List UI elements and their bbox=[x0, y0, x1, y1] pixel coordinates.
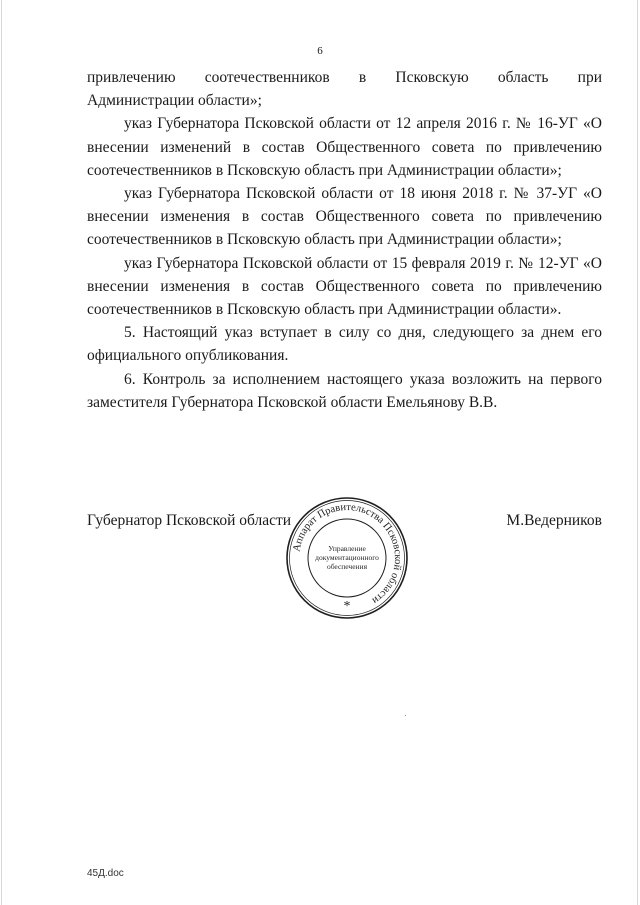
paragraph-decree-2018: указ Губернатора Псковской области от 18 июня 2018 г. № 37-УГ «О внесении изменения в состав Общественного совета по привлечению соотечественников в Псковскую область при Администрации области»; bbox=[87, 185, 602, 249]
signature-block bbox=[87, 501, 602, 638]
seal-ring-text: Аппарат Правительства Псковской области bbox=[291, 501, 404, 606]
paragraph-continuation-2: Администрации области»; bbox=[87, 92, 262, 110]
scan-speck bbox=[405, 715, 406, 716]
scan-left-edge bbox=[1, 0, 2, 905]
official-seal bbox=[284, 495, 410, 621]
seal-center-line-3: обеспечения bbox=[326, 562, 368, 571]
scan-right-edge bbox=[637, 0, 638, 905]
seal-star-icon: * bbox=[343, 599, 351, 614]
paragraph-item-5: 5. Настоящий указ вступает в силу со дня, следующего за днем его официального опубликования. bbox=[87, 324, 602, 365]
signatory-name: М.Ведерников bbox=[506, 512, 602, 529]
footer-filename: 45Д.doc bbox=[87, 868, 124, 879]
document-body bbox=[87, 66, 602, 414]
seal-center-line-2: документационного bbox=[315, 553, 379, 562]
paragraph-continuation-1: привлечению соотечественников в Псковскую область при bbox=[87, 69, 602, 86]
paragraph-decree-2019: указ Губернатора Псковской области от 15 февраля 2019 г. № 12-УГ «О внесении изменения в состав Общественного совета по привлечению соотечественников в Псковскую область при Администрации области». bbox=[87, 254, 602, 319]
signatory-position: Губернатор Псковской области bbox=[87, 512, 292, 529]
paragraph-decree-2016: указ Губернатора Псковской области от 12 апреля 2016 г. № 16-УГ «О внесении изменений в состав Общественного совета по привлечению соотечественников в Псковскую область при Администрации области»; bbox=[87, 115, 602, 179]
paragraph-item-6: 6. Контроль за исполнением настоящего указа возложить на первого заместителя Губернатора Псковской области Емельянову В.В. bbox=[87, 370, 602, 411]
page-number: 6 bbox=[317, 45, 323, 57]
seal-center-line-1: Управление bbox=[328, 544, 366, 553]
